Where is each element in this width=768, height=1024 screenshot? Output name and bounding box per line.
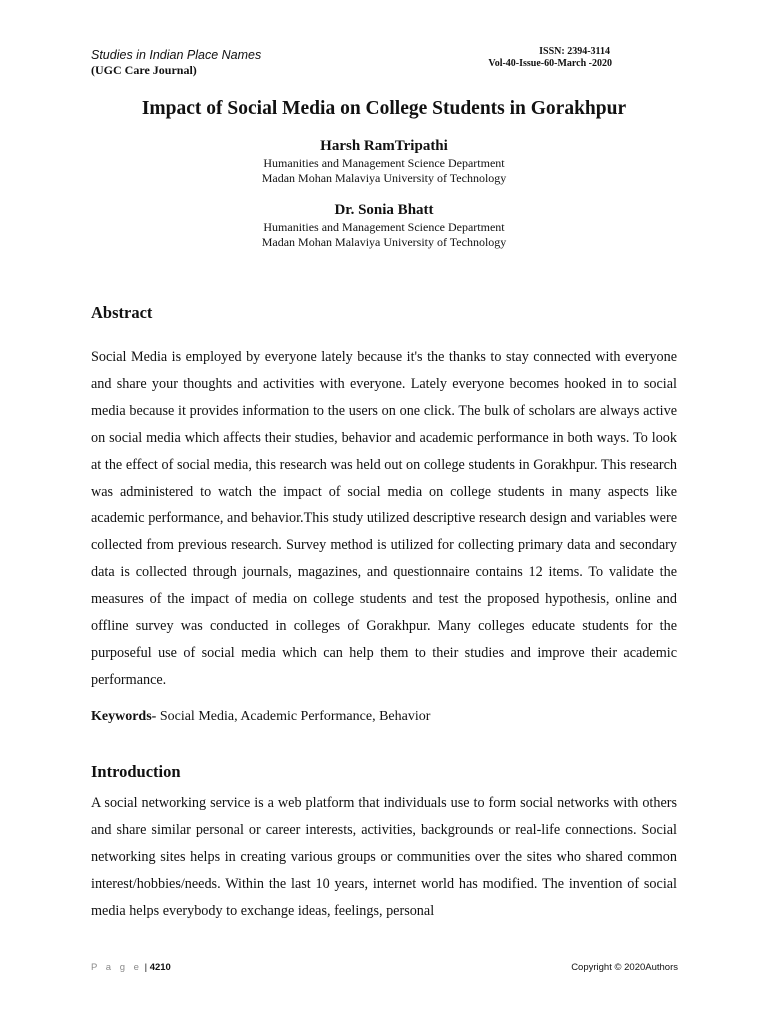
page-separator: | [144,962,150,973]
paper-title: Impact of Social Media on College Students in Gorakhpur [141,98,627,119]
abstract-body: Social Media is employed by everyone lately because it's the thanks to stay connected with everyone and share your thoughts and activities with everyone. Lately everyone becomes hooked in to social media because it provides information to the users on one click. The bulk of scholars are always active on social media which affects their studies, behavior and academic performance in both ways. To look at the effect of social media, this research was held out on college students in Gorakhpur. This research was administered to watch the impact of social media on college students in many aspects like academic performance, and behavior.This study utilized descriptive research design and variables were collected from previous research. Survey method is utilized for collecting primary data and secondary data is collected through journals, magazines, and questionnaire contains 12 items. To validate the measures of the impact of media on college students and test the proposed hypothesis, online and offline survey was conducted in colleges of Gorakhpur. Many colleges educate students for the purposeful use of social media which can help them to their studies and improve their academic performance. [91,349,677,688]
copyright-notice: Copyright © 2020Authors [571,962,678,973]
author-university: Madan Mohan Malaviya University of Technology [261,171,507,185]
keywords-text: Social Media, Academic Performance, Behavior [156,709,431,724]
author-department: Humanities and Management Science Department [263,156,505,170]
author-name: Harsh RamTripathi [320,138,448,154]
author-block [0,200,768,250]
page-word: P a g e [91,962,142,973]
running-header-left [91,47,351,78]
author-name: Dr. Sonia Bhatt [334,202,434,218]
journal-name: Studies in Indian Place Names [91,48,262,62]
abstract-heading: Abstract [91,303,153,322]
introduction-body: A social networking service is a web platform that individuals use to form social networks with others and share similar personal or career interests, activities, backgrounds or real-life connections. Social networking sites helps in creating various groups or communities over the sites who shared common interest/hobbies/needs. Within the last 10 years, internet world has modified. The invention of social media helps everybody to exchange ideas, feelings, personal [91,795,677,919]
page-number: 4210 [149,962,171,973]
journal-care-label: (UGC Care Journal) [91,63,197,77]
keywords-line [91,707,430,727]
running-header-right [488,46,612,70]
issn: ISSN: 2394-3114 [539,46,610,57]
page-footer-left [91,962,171,974]
author-department: Humanities and Management Science Department [263,220,505,234]
author-university: Madan Mohan Malaviya University of Technology [261,235,507,249]
volume-issue: Vol-40-Issue-60-March -2020 [488,58,612,69]
author-block [0,136,768,186]
introduction-heading: Introduction [91,762,181,781]
keywords-label: Keywords- [91,709,157,724]
